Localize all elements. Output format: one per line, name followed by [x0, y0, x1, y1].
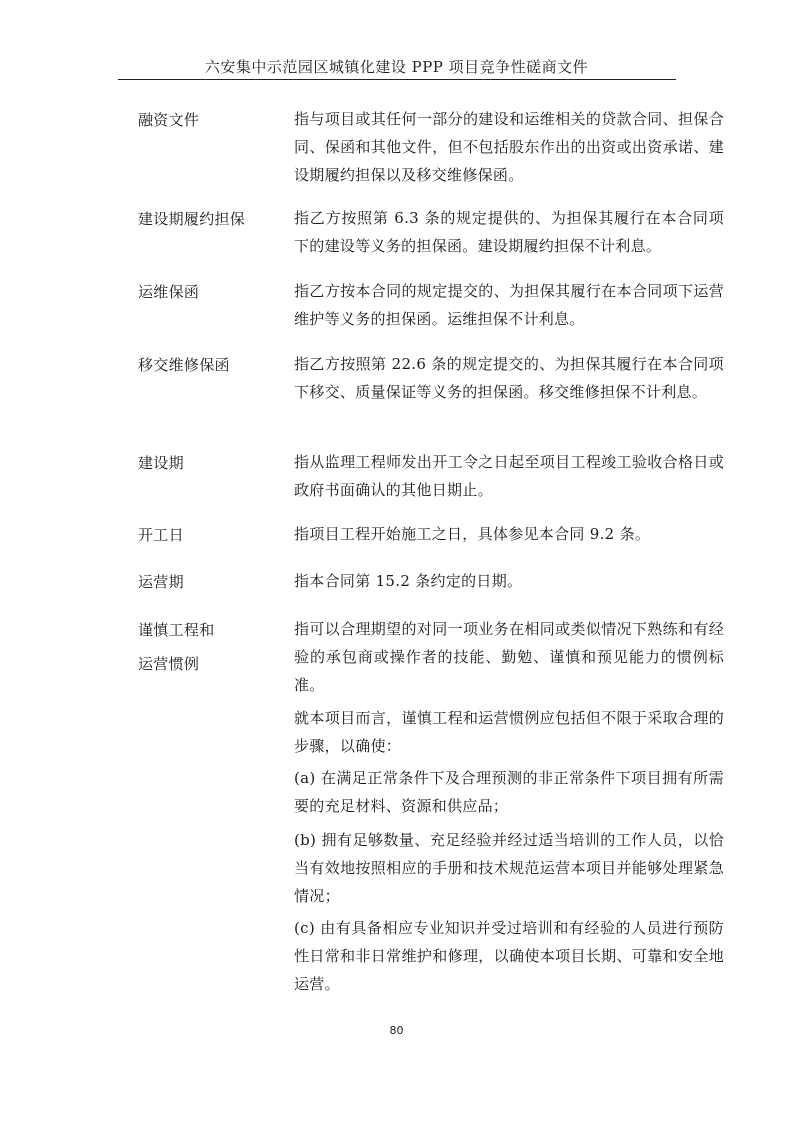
term-handover-maintenance-guarantee: 移交维修保函	[138, 356, 230, 374]
definition-construction-performance-guarantee: 指乙方按照第 6.3 条的规定提供的、为担保其履行在本合同项下的建设等义务的担保函。建设期履约担保不计利息。	[294, 209, 724, 255]
term-operation-maintenance-guarantee: 运维保函	[138, 283, 200, 301]
page-header-title: 六安集中示范园区城镇化建设 PPP 项目竞争性磋商文件	[204, 58, 589, 76]
prudent-practice-item-a: (a) 在满足正常条件下及合理预测的非正常条件下项目拥有所需要的充足材料、资源和供应品；	[294, 769, 724, 815]
definition-commencement-date: 指项目工程开始施工之日，具体参见本合同 9.2 条。	[294, 525, 651, 543]
definition-operation-maintenance-guarantee: 指乙方按本合同的规定提交的、为担保其履行在本合同项下运营维护等义务的担保函。运维担保不计利息。	[294, 282, 724, 328]
definition-prudent-practice: 指可以合理期望的对同一项业务在相同或类似情况下熟练和有经验的承包商或操作者的技能、勤勉、谨慎和预见能力的惯例标准。	[294, 620, 724, 694]
term-prudent-practice-line1: 谨慎工程和	[138, 621, 215, 639]
term-prudent-practice-line2: 运营惯例	[138, 655, 200, 673]
definition-operation-period: 指本合同第 15.2 条约定的日期。	[294, 572, 523, 590]
prudent-practice-item-b: (b) 拥有足够数量、充足经验并经过适当培训的工作人员，以恰当有效地按照相应的手册和技术规范运营本项目并能够处理紧急情况；	[294, 831, 724, 905]
definition-financing-documents: 指与项目或其任何一部分的建设和运维相关的贷款合同、担保合同、保函和其他文件，但不包括股东作出的出资或出资承诺、建设期履约担保以及移交维修保函。	[294, 110, 724, 184]
prudent-practice-intro: 就本项目而言，谨慎工程和运营惯例应包括但不限于采取合理的步骤，以确使：	[294, 709, 724, 755]
prudent-practice-item-c: (c) 由有具备相应专业知识并受过培训和有经验的人员进行预防性日常和非日常维护和修理，以确使本项目长期、可靠和安全地运营。	[294, 919, 724, 993]
header-divider	[118, 79, 676, 80]
term-construction-performance-guarantee: 建设期履约担保	[138, 210, 246, 228]
term-operation-period: 运营期	[138, 573, 184, 591]
term-commencement-date: 开工日	[138, 526, 184, 544]
term-construction-period: 建设期	[138, 454, 184, 472]
page-number: 80	[389, 1024, 404, 1037]
term-financing-documents: 融资文件	[138, 111, 200, 129]
definition-handover-maintenance-guarantee: 指乙方按照第 22.6 条的规定提交的、为担保其履行在本合同项下移交、质量保证等义务的担保函。移交维修担保不计利息。	[294, 355, 724, 401]
definition-construction-period: 指从监理工程师发出开工令之日起至项目工程竣工验收合格日或政府书面确认的其他日期止。	[294, 453, 724, 499]
